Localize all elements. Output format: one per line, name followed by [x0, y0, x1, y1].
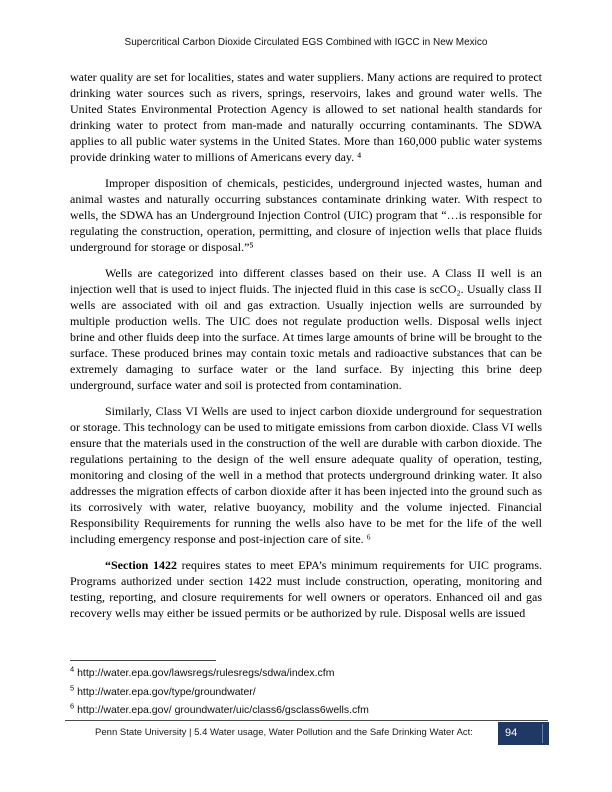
body-text-block [70, 69, 542, 631]
paragraph-text: requires states to meet EPA’s minimum requirements for UIC programs. Programs authorized under section 1422 must include construction, operating, monitoring and testing, reporting, and closure requirements for well owners or operators. Enhanced oil and gas recovery wells may either be issued permits or be authorized by rule. Disposal wells are issued [70, 558, 542, 620]
footer-rule [65, 720, 548, 721]
footnote-url: http://water.epa.gov/lawsregs/rulesregs/sdwa/index.cfm [77, 667, 335, 679]
footnote [70, 664, 542, 683]
paragraph-text: Improper disposition of chemicals, pesticides, underground injected wastes, human and animal wastes and naturally occurring substances contaminate drinking water. With respect to wells, the SDWA has an Underground Injection Control (UIC) program that “…is responsible for regulating the construction, operation, permitting, and closure of injection wells that place fluids underground for storage or disposal.”⁵ [70, 176, 542, 254]
footnote-marker: 4 [70, 664, 75, 674]
footnote-url: http://water.epa.gov/ groundwater/uic/class6/gsclass6wells.cfm [77, 704, 369, 716]
footnote-url: http://water.epa.gov/type/groundwater/ [77, 685, 256, 698]
footnote-marker: 6 [70, 701, 75, 711]
footnote-marker: 5 [70, 683, 75, 692]
paragraph-text: water quality are set for localities, states and water suppliers. Many actions are required to protect drinking water sources such as rivers, springs, reservoirs, lakes and ground water wells. The United States Environmental Protection Agency is allowed to set national health standards for drinking water to protect from man-made and naturally occurring contaminants. The SDWA applies to all public water systems in the United States. More than 160,000 public water systems provide drinking water to millions of Americans every day. ⁴ [70, 70, 542, 164]
paragraph [70, 175, 542, 255]
paragraph-text: Similarly, Class VI Wells are used to inject carbon dioxide underground for sequestration or storage. This technology can be used to mitigate emissions from carbon dioxide. Class VI wells ensure that the materials used in the construction of the well are durable with carbon dioxide. The regulations pertaining to the design of the well ensure adequate quality of operation, testing, monitoring and closing of the well in a method that protects underground drinking water. It also addresses the migration effects of carbon dioxide after it has been injected into the ground such as its corrosively with water, relative buoyancy, mobility and the volume injected. Financial Responsibility Requirements for running the wells also have to be met for the life of the well including emergency response and post-injection care of site. ⁶ [70, 404, 542, 546]
paragraph [70, 265, 542, 393]
footnote [70, 701, 542, 720]
page-number-accent-line [542, 724, 543, 743]
page-number: 94 [505, 727, 518, 739]
page-header-title: Supercritical Carbon Dioxide Circulated EGS Combined with IGCC in New Mexico [124, 37, 488, 48]
paragraph [70, 69, 542, 165]
page-footer [70, 722, 549, 745]
footnote-separator [70, 660, 216, 661]
paragraph [70, 557, 542, 621]
page-number-box [498, 722, 549, 745]
footer-text: Penn State University | 5.4 Water usage, Water Pollution and the Safe Drinking Water Act: [95, 727, 473, 738]
footnotes-block [70, 664, 542, 720]
paragraph [70, 403, 542, 547]
paragraph-bold-lead: “Section 1422 [105, 558, 177, 572]
paragraph-text: Wells are categorized into different classes based on their use. A Class II well is an injection well that is used to inject fluids. The injected fluid in this case is scCO₂. Usually class II wells are associated with oil and gas extraction. Usually injection wells are surrounded by multiple production wells. The UIC does not regulate production wells. Disposal wells inject brine and other fluids deep into the surface. At times large amounts of brine will be brought to the surface. These produced brines may contain toxic metals and radioactive substances that can be extremely damaging to surface water or the land surface. By injecting this brine deep underground, surface water and soil is protected from contamination. [70, 266, 542, 392]
footnote [70, 683, 542, 702]
